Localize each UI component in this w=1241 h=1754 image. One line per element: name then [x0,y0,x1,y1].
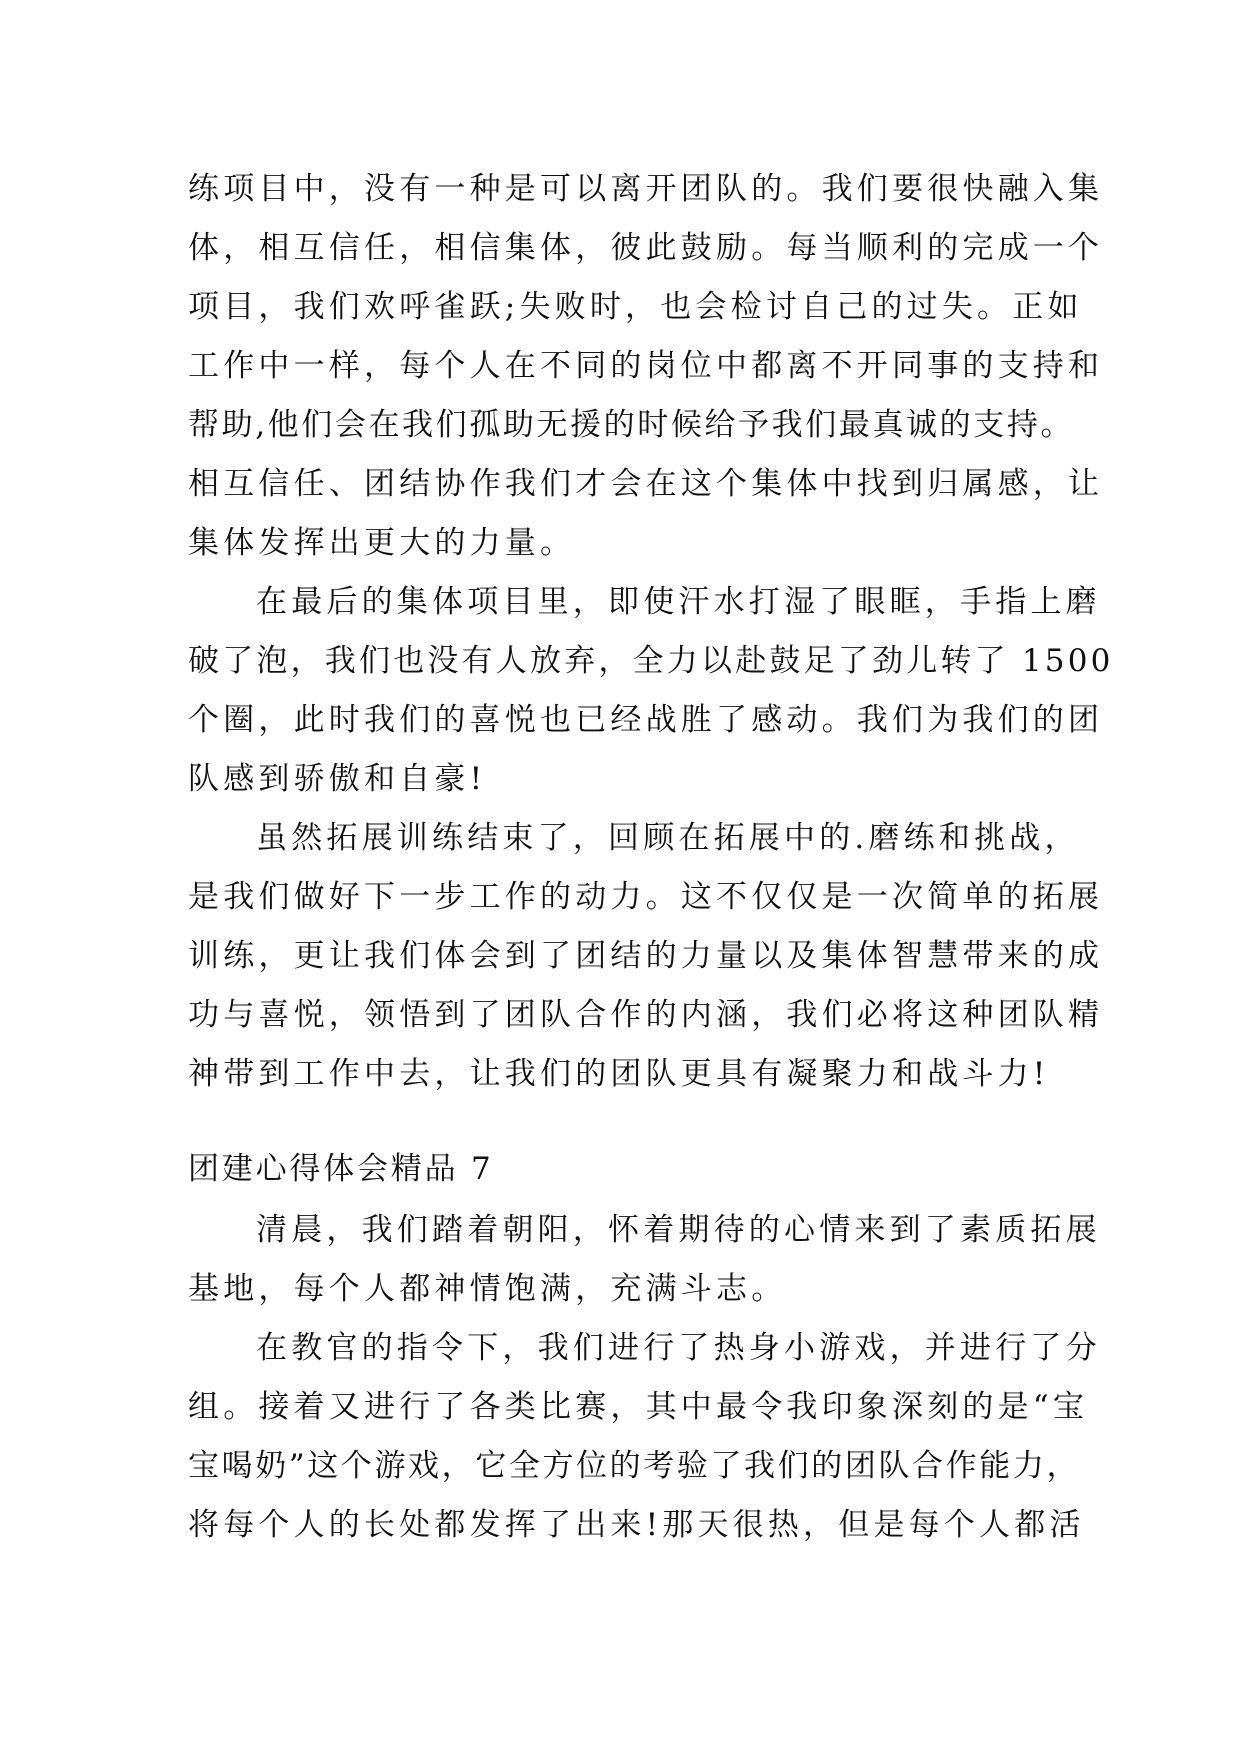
paragraph-line: 集体发挥出更大的力量。 [188,525,576,561]
paragraph-line: 帮助,他们会在我们孤助无援的时候给予我们最真诚的支持。 [188,407,1075,443]
paragraph-line: 清晨，我们踏着朝阳，怀着期待的心情来到了素质拓展 [256,1212,1101,1248]
paragraph-line: 神带到工作中去，让我们的团队更具有凝聚力和战斗力! [188,1056,1050,1092]
section-heading: 团建心得体会精品 7 [188,1151,494,1187]
paragraph-line: 在最后的集体项目里，即使汗水打湿了眼眶，手指上磨 [256,584,1101,620]
paragraph-1 [188,160,1104,573]
paragraph-line: 项目，我们欢呼雀跃;失败时，也会检讨自己的过失。正如 [188,289,1083,325]
paragraph-line: 虽然拓展训练结束了，回顾在拓展中的.磨练和挑战， [256,820,1080,856]
section-paragraph-1 [188,1201,1101,1319]
paragraph-line: 体，相互信任，相信集体，彼此鼓励。每当顺利的完成一个 [188,230,1104,266]
paragraph-line: 队感到骄傲和自豪! [188,761,487,797]
paragraph-line: 功与喜悦，领悟到了团队合作的内涵，我们必将这种团队精 [188,997,1104,1033]
paragraph-line: 基地，每个人都神情饱满，充满斗志。 [188,1271,787,1307]
paragraph-line: 破了泡，我们也没有人放弃，全力以赴鼓足了劲儿转了 1500 [188,643,1114,679]
paragraph-line: 宝喝奶”这个游戏，它全方位的考验了我们的团队合作能力， [188,1448,1081,1484]
paragraph-line: 训练，更让我们体会到了团结的力量以及集体智慧带来的成 [188,938,1104,974]
paragraph-2 [188,573,1114,809]
paragraph-line: 在教官的指令下，我们进行了热身小游戏，并进行了分 [256,1330,1101,1366]
section-paragraph-2 [188,1319,1101,1555]
paragraph-line: 个圈，此时我们的喜悦也已经战胜了感动。我们为我们的团 [188,702,1104,738]
paragraph-line: 将每个人的长处都发挥了出来!那天很热，但是每个人都活 [188,1507,1085,1543]
paragraph-3 [188,809,1104,1104]
paragraph-line: 练项目中，没有一种是可以离开团队的。我们要很快融入集 [188,171,1104,207]
paragraph-line: 是我们做好下一步工作的动力。这不仅仅是一次简单的拓展 [188,879,1104,915]
paragraph-line: 组。接着又进行了各类比赛，其中最令我印象深刻的是“宝 [188,1389,1089,1425]
paragraph-line: 工作中一样，每个人在不同的岗位中都离不开同事的支持和 [188,348,1104,384]
paragraph-line: 相互信任、团结协作我们才会在这个集体中找到归属感，让 [188,466,1104,502]
